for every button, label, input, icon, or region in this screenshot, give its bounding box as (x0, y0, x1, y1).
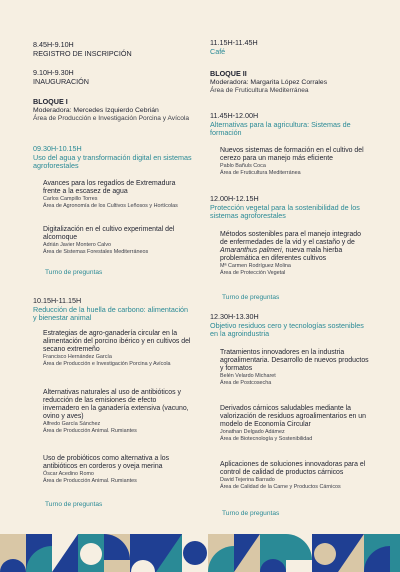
qa-1 (33, 269, 193, 277)
talk-title-part: , nueva mala hierba problemática en diferentes cultivos (220, 247, 343, 262)
talk-area: Área de Sistemas Forestales Mediterráneos (43, 248, 149, 255)
question-turn: Turno de preguntas (45, 501, 103, 508)
session-zero-waste (210, 313, 370, 338)
session-time: 9.10H-9.30H (33, 68, 74, 77)
session-plant-protection (210, 195, 370, 220)
geometric-pattern-footer (0, 532, 400, 572)
talk-area: Área de Biotecnología y Sostenibilidad (220, 435, 313, 442)
session-title: Reducción de la huella de carbono: alimentación y bienestar animal (33, 304, 189, 322)
talk-speaker: Óscar Acedino Romo (43, 471, 94, 477)
session-carbon (33, 297, 193, 322)
session-title: Uso del agua y transformación digital en sistemas agroforestales (33, 152, 192, 170)
moderator: Moderadora: Margarita López Corrales (210, 78, 328, 86)
session-time: 8.45H-9.10H (33, 40, 74, 49)
session-time: 12.30H-13.30H (210, 312, 259, 321)
session-time: 11.15H-11.45H (210, 38, 258, 47)
qa-4 (210, 510, 370, 518)
talk-title: Derivados cárnicos saludables mediante la valorización de residuos agroalimentarios en un modelo de Economía Circular (220, 405, 366, 428)
talk-antibioticos (33, 389, 193, 434)
talk-area: Área de Calidad de la Carne y Productos Cárnicos (220, 483, 341, 490)
moderator-area: Área de Producción e Investigación Porcina y Avícola (33, 114, 190, 122)
moderator-area: Área de Fruticultura Mediterránea (210, 86, 309, 94)
session-time: 12.00H-12.15H (210, 194, 259, 203)
session-formation (210, 112, 370, 137)
moderator: Moderadora: Mercedes Izquierdo Cebrián (33, 106, 159, 114)
talk-title: Tratamientos innovadores en la industria agroalimentaria. Desarrollo de nuevos productos y formatos (220, 349, 369, 372)
session-registration (33, 41, 193, 58)
talk-speaker: Pablo Bañuls Coca (220, 163, 266, 169)
talk-title: Digitalización en el cultivo experimental del alcornoque (43, 226, 175, 241)
talk-area: Área de Protección Vegetal (220, 269, 286, 276)
talk-area: Área de Producción e Investigación Porcina y Avícola (43, 360, 171, 367)
talk-title: Estrategias de agro-ganadería circular en la alimentación del porcino ibérico y en cultivos del secano extremeño (43, 330, 191, 353)
session-time: 11.45H-12.00H (210, 111, 259, 120)
talk-title: Nuevos sistemas de formación en el cultivo del cerezo para un manejo más eficiente (220, 147, 364, 162)
qa-2 (33, 501, 193, 509)
bloque-2-header (210, 70, 370, 94)
bloque-title: BLOQUE II (210, 69, 247, 78)
talk-title-part: Métodos sostenibles para el manejo integrado de enfermedades de la vid y el castaño y de (220, 231, 361, 246)
talk-title: Alternativas naturales al uso de antibióticos y reducción de las emisiones de efecto invernadero en la ganadería extensiva (vacuno, ovino y aves) (43, 389, 189, 420)
bloque-title: BLOQUE I (33, 97, 68, 106)
question-turn: Turno de preguntas (45, 269, 103, 276)
question-turn: Turno de preguntas (222, 510, 280, 517)
pattern-svg (0, 532, 400, 572)
session-title: Protección vegetal para la sostenibilidad de los sistemas agroforestales (210, 202, 360, 220)
session-label: Café (210, 46, 226, 56)
species-name: Amaranthus palmeri (220, 247, 282, 254)
talk-calidad-carnicos (210, 461, 370, 490)
session-coffee (210, 39, 370, 56)
talk-title: Avances para los regadíos de Extremadura frente a la escasez de agua (43, 180, 176, 195)
qa-3 (210, 294, 370, 302)
talk-speaker: David Tejerina Barrado (220, 477, 275, 483)
session-title: Alternativas para la agricultura: Sistemas de formación (210, 119, 351, 137)
talk-speaker: Francisco Hernández García (43, 354, 112, 360)
talk-vid-castano (210, 231, 370, 276)
bloque-1-header (33, 98, 193, 122)
talk-area: Área de Fruticultura Mediterránea (220, 169, 301, 176)
session-label: INAUGURACIÓN (33, 76, 89, 86)
session-water-digital (33, 145, 193, 170)
session-label: REGISTRO DE INSCRIPCIÓN (33, 48, 132, 58)
talk-agroganaderia (33, 330, 193, 367)
session-time: 09.30H-10.15H (33, 144, 82, 153)
talk-area: Área de Agronomía de los Cultivos Leñosos y Hortícolas (43, 202, 178, 209)
talk-title: Aplicaciones de soluciones innovadoras para el control de calidad de productos cárnicos (220, 461, 366, 476)
talk-tratamientos (210, 349, 370, 386)
talk-speaker: Belén Velardo Micharet (220, 373, 276, 379)
talk-speaker: Adrián Javier Montero Calvo (43, 242, 112, 248)
talk-regadios (33, 180, 193, 209)
talk-cerezo (210, 147, 370, 176)
talk-title: Uso de probióticos como alternativa a los antibióticos en corderos y oveja merina (43, 455, 170, 470)
talk-speaker: Jonathan Delgado Adámez (220, 429, 285, 435)
talk-area: Área de Producción Animal. Rumiantes (43, 477, 137, 484)
session-inauguration (33, 69, 193, 86)
talk-alcornoque (33, 226, 193, 255)
talk-probioticos (33, 455, 193, 484)
talk-area: Área de Producción Animal. Rumiantes (43, 427, 137, 434)
question-turn: Turno de preguntas (222, 294, 280, 301)
talk-speaker: Carlos Campillo Torres (43, 196, 98, 202)
talk-title (210, 231, 370, 263)
session-title: Objetivo residuos cero y tecnologías sostenibles en la agroindustria (210, 320, 364, 338)
session-time: 10.15H-11.15H (33, 296, 82, 305)
talk-speaker: Alfredo García Sánchez (43, 421, 101, 427)
talk-derivados-carnicos (210, 405, 370, 442)
talk-area: Área de Postcosecha (220, 379, 272, 386)
talk-speaker: Mª Carmen Rodríguez Molina (220, 263, 291, 269)
